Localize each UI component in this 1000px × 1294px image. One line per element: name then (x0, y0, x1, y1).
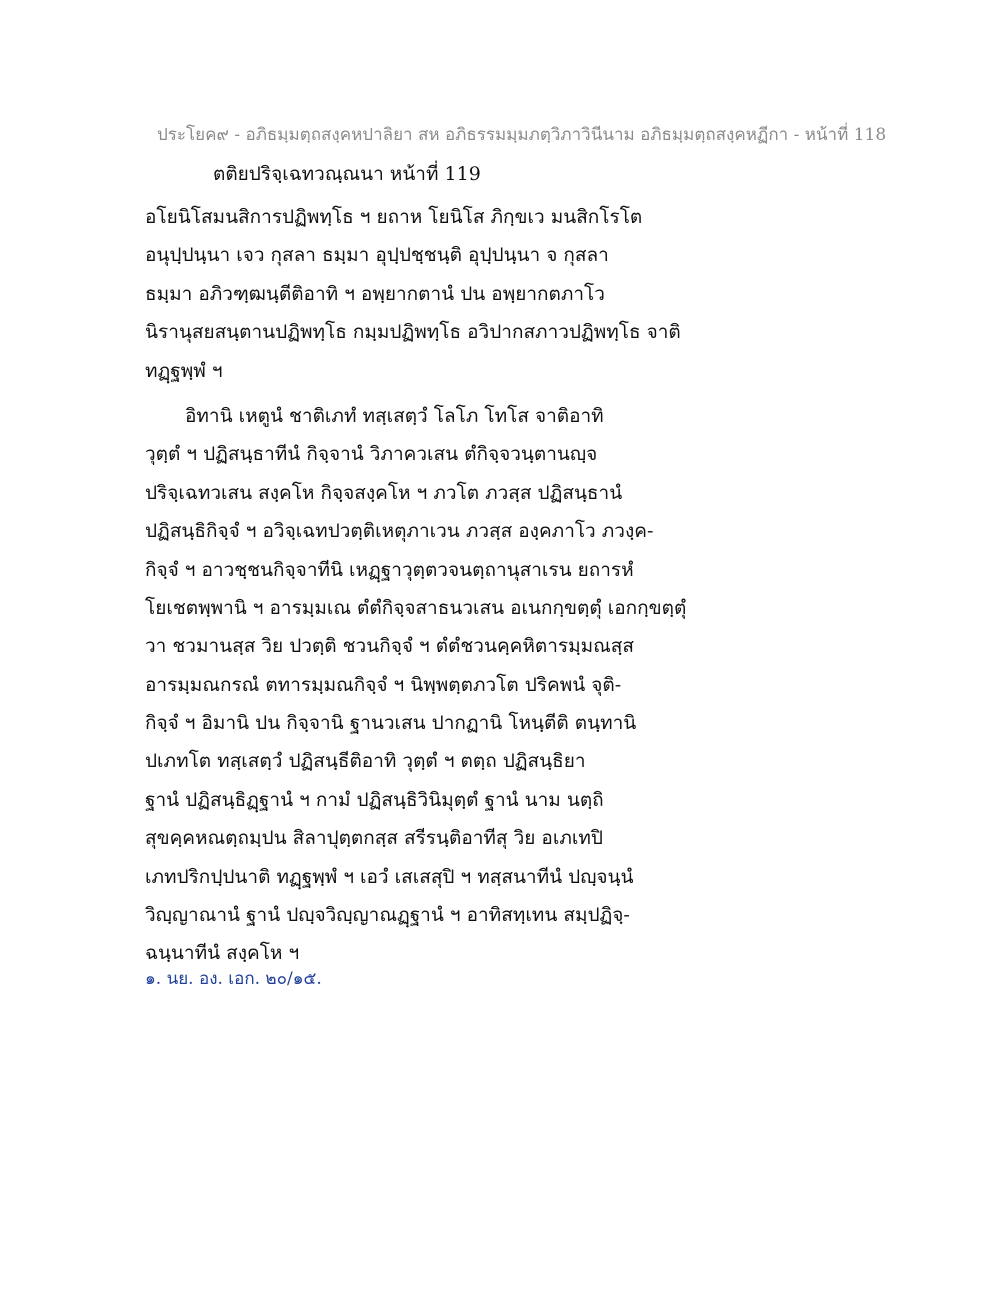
body-text (145, 198, 705, 973)
text-line: อนุปฺปนฺนา เจว กุสลา ธมฺมา อุปฺปชฺชนฺติ อุปฺปนฺนา จ กุสลา (145, 244, 609, 267)
text-line: วา ชวมานสฺส วิย ปวตฺติ ชวนกิจฺจํ ฯ ตํตํชวนคฺคหิตารมฺมณสฺส (145, 635, 634, 658)
text-line: ปเภทโต ทสฺเสตฺวํ ปฏิสนฺธีติอาทิ วุตฺตํ ฯ ตตฺถ ปฏิสนฺธิยา (145, 750, 586, 773)
footnote: ๑. นย. อง. เอก. ๒๐/๑๕. (145, 969, 322, 989)
text-line: ทฏฺฐพฺพํ ฯ (145, 359, 223, 382)
text-line: ฉนฺนาทีนํ สงฺคโห ฯ (145, 942, 300, 965)
text-line: ฐานํ ปฏิสนฺธิฏฺฐานํ ฯ กามํ ปฏิสนฺธิวินิมุตฺตํ ฐานํ นาม นตฺถิ (145, 788, 604, 811)
text-line: ปริจฺเฉทวเสน สงฺคโห กิจฺจสงฺคโห ฯ ภวโต ภวสฺส ปฏิสนฺธานํ (145, 481, 623, 504)
text-line: โยเชตพฺพานิ ฯ อารมฺมเณ ตํตํกิจฺจสาธนวเสน อเนกกฺขตฺตุํ เอกกฺขตฺตุํ (145, 596, 687, 619)
paragraph-first-line: อิทานิ เหตูนํ ชาติเภทํ ทสฺเสตฺวํ โลโภ โทโส จาติอาทิ (185, 404, 604, 427)
text-line: กิจฺจํ ฯ อาวชฺชนกิจฺจาทีนิ เหฏฺฐาวุตฺตวจนตฺถานุสาเรน ยถารหํ (145, 558, 634, 581)
text-line: อโยนิโสมนสิการปฏิพทฺโธ ฯ ยถาห โยนิโส ภิกฺขเว มนสิกโรโต (145, 206, 643, 228)
text-line: อารมฺมณกรณํ ตทารมฺมณกิจฺจํ ฯ นิพฺพตฺตภวโต ปริคพนํ จุติ- (145, 673, 622, 696)
text-line: สุขคฺคหณตฺถมฺปน สิลาปุตฺตกสฺส สรีรนฺติอาทีสุ วิย อเภเทปิ (145, 827, 603, 850)
text-line: กิจฺจํ ฯ อิมานิ ปน กิจฺจานิ ฐานวเสน ปากฏานิ โหนฺตีติ ตนฺทานิ (145, 712, 637, 735)
text-line: ปฏิสนฺธิกิจฺจํ ฯ อวิจฺเฉทปวตฺติเหตุภาเวน ภวสฺส องฺคภาโว ภวงฺค- (145, 520, 654, 543)
running-header: ประโยค๙ - อภิธมฺมตฺถสงฺคหปาลิยา สห อภิธรรมมฺมภตฺวิภาวินีนาม อภิธมฺมตฺถสงฺคหฏีกา - หน้าที่ 118 (157, 125, 887, 145)
text-line: วิญฺญาณานํ ฐานํ ปญฺจวิญฺญาณฏฺฐานํ ฯ อาทิสทฺเทน สมฺปฏิจฺ- (145, 904, 630, 927)
text-line: นิรานุสยสนฺตานปฏิพทฺโธ กมฺมปฏิพทฺโธ อวิปากสภาวปฏิพทฺโธ จาติ (145, 321, 681, 344)
text-line: เภทปริกปฺปนาติ ทฏฺฐพฺพํ ฯ เอวํ เสเสสุปิ ฯ ทสฺสนาทีนํ ปญฺจนฺนํ (145, 865, 634, 888)
text-line: ธมฺมา อภิวฑฺฒนฺตีติอาทิ ฯ อพฺยากตานํ ปน อพฺยากตภาโว (145, 282, 605, 305)
section-heading: ตติยปริจฺเฉทวณฺณนา หน้าที่ 119 (213, 163, 481, 185)
text-line: วุตฺตํ ฯ ปฏิสนฺธาทีนํ กิจฺจานํ วิภาควเสน ตํกิจฺจวนฺตานญฺจ (145, 443, 598, 466)
